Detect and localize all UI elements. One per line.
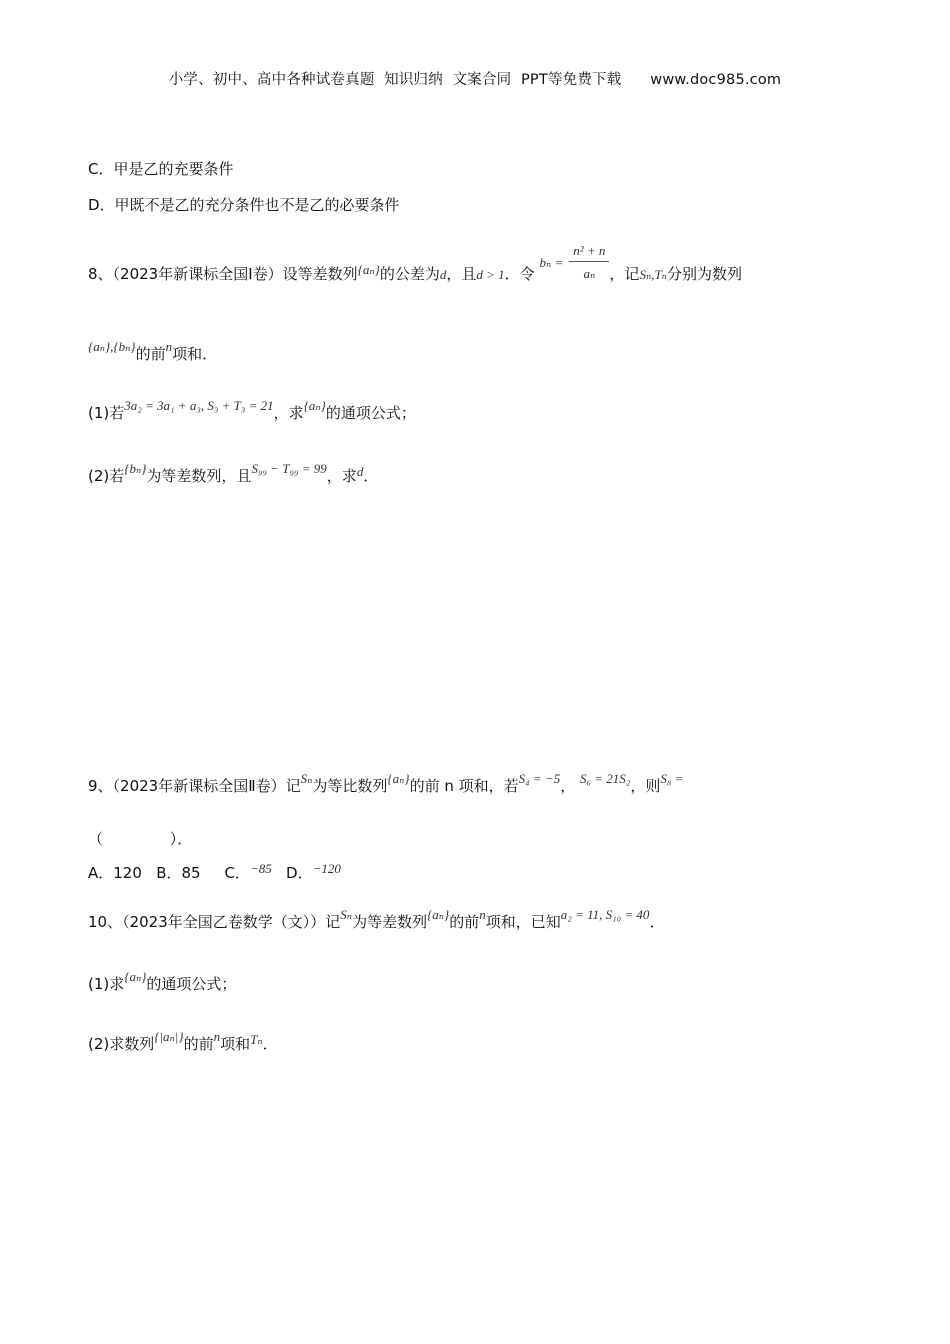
q10-part1-math-an: {aₙ}: [124, 969, 147, 984]
q10-part2-text: ．: [262, 1035, 278, 1053]
q10-math-Sn: Sₙ: [340, 907, 353, 922]
q9-option-b: B．85: [156, 864, 201, 882]
q10-part2-math-n: n: [213, 1029, 221, 1044]
q10-number: 10、: [88, 913, 123, 931]
q9-math-Sn: Sₙ: [300, 771, 313, 786]
q8-part1-math-an: {aₙ}: [303, 398, 326, 413]
q9-stem: [88, 771, 684, 796]
q9-text: 的前 n 项和，若: [409, 777, 519, 795]
q8-text: 设等差数列: [282, 265, 358, 283]
q8-text: ．令: [504, 265, 535, 283]
q8-part2-math: S₉₉ − T₉₉ = 99: [251, 461, 327, 476]
q8-text: 项和．: [172, 345, 218, 363]
q10-math-given: a₂ = 11, S₁₀ = 40: [560, 907, 650, 922]
q8-text: ，记: [609, 265, 640, 283]
q9-text: ，则: [630, 777, 661, 795]
q8-math-d: d: [439, 267, 447, 282]
q8-part1-label: (1)若: [88, 404, 125, 422]
q9-source: （2023年新课标全国Ⅱ卷）: [112, 777, 286, 795]
q8-fraction-denominator: aₙ: [583, 266, 596, 281]
q10-part2-math-Tn: Tₙ: [250, 1032, 263, 1047]
q7-option-c: C．甲是乙的充要条件: [88, 160, 234, 178]
q7-option-d: D．甲既不是乙的充分条件也不是乙的必要条件: [88, 196, 400, 214]
q8-math-an: {aₙ}: [357, 262, 380, 277]
q8-part2-label: (2)若: [88, 467, 125, 485]
q10-text: 的前: [449, 913, 480, 931]
q8-part1-text: ，求: [273, 404, 304, 422]
q9-number: 9、: [88, 777, 113, 795]
q9-math-an: {aₙ}: [387, 771, 410, 786]
q8-math-n: n: [165, 339, 173, 354]
q9-text: 记: [285, 777, 301, 795]
q8-part1-math: 3a₂ = 3a₁ + a₃, S₃ + T₃ = 21: [124, 398, 274, 413]
q10-text: 记: [325, 913, 341, 931]
q10-math-n: n: [479, 907, 486, 922]
q10-text: ．: [649, 913, 665, 931]
q10-text: 项和，已知: [485, 913, 561, 931]
q8-fraction-numerator: n² + n: [569, 243, 609, 262]
q8-math-SnTn: Sₙ,Tₙ: [639, 267, 667, 282]
q10-part2-text: 项和: [220, 1035, 251, 1053]
q9-option-c-math: −85: [249, 861, 272, 876]
q8-stem-line1: [88, 243, 742, 294]
q10-stem: [88, 907, 665, 932]
q8-number: 8、: [88, 265, 113, 283]
q10-part1-label: (1)求: [88, 975, 125, 993]
q8-text: 的前: [135, 345, 166, 363]
q8-part2-text: ．: [363, 467, 379, 485]
q10-part1: [88, 969, 237, 994]
q10-source: （2023年全国乙卷数学（文））: [122, 913, 326, 931]
q8-part2-text: 为等差数列，且: [146, 467, 252, 485]
q8-text: ，且: [446, 265, 477, 283]
q9-answer-blank: （ ）．: [88, 830, 193, 848]
q8-part1-text: 的通项公式；: [325, 404, 416, 422]
q8-math-d-condition: d > 1: [476, 267, 505, 282]
q8-part2: [88, 461, 379, 486]
q9-option-c: C．: [224, 864, 250, 882]
q8-fraction: [569, 243, 609, 282]
q10-text: 为等差数列: [352, 913, 428, 931]
q8-part2-text: ，求: [326, 467, 357, 485]
q9-option-d: D．: [286, 864, 313, 882]
q9-text: 为等比数列: [312, 777, 388, 795]
q8-part2-math-d: d: [356, 464, 364, 479]
q10-part2-label: (2)求数列: [88, 1035, 155, 1053]
q8-source: （2023年新课标全国Ⅰ卷）: [112, 265, 283, 283]
page-header: 小学、初中、高中各种试卷真题 知识归纳 文案合同 PPT等免费下载 www.doc985.com: [168, 72, 782, 88]
q8-part2-math-bn: {bₙ}: [124, 461, 147, 476]
q8-text: 分别为数列: [666, 265, 742, 283]
q9-math-S4: S₄ = −5: [518, 771, 561, 786]
q8-text: 的公差为: [379, 265, 440, 283]
q10-part2-text: 的前: [183, 1035, 214, 1053]
q9-math-S6: S₆ = 21S₂: [580, 771, 631, 786]
q9-option-a: A．120: [88, 864, 142, 882]
q10-part2-math-abs: {|aₙ|}: [154, 1029, 184, 1044]
q9-text: ，: [560, 777, 576, 795]
q8-stem-line2: [88, 339, 218, 364]
q9-option-d-math: −120: [312, 861, 341, 876]
q10-part2: [88, 1029, 278, 1054]
q8-part1: [88, 398, 416, 423]
q8-bn-definition: [539, 243, 609, 282]
q8-math-bn: bₙ =: [539, 254, 564, 270]
q10-part1-text: 的通项公式；: [146, 975, 237, 993]
q9-options: [88, 862, 341, 883]
q9-math-S8: S₈ =: [660, 771, 684, 786]
q10-math-an: {aₙ}: [427, 907, 450, 922]
q8-math-sequences: {aₙ},{bₙ}: [88, 339, 136, 354]
